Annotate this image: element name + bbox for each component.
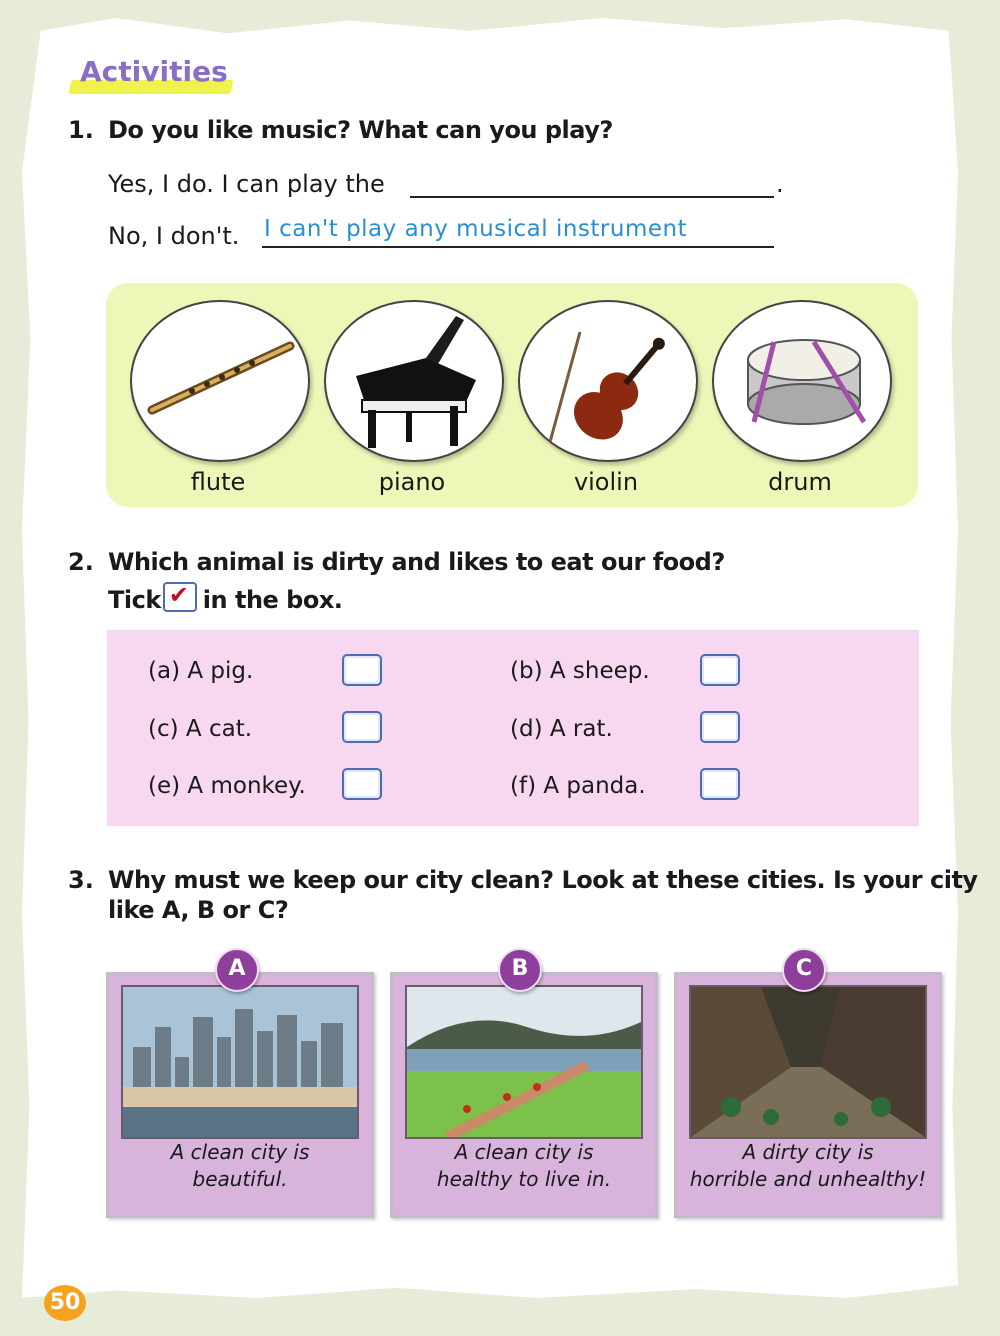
option-letter: (b) — [510, 658, 543, 684]
option-text: A cat. — [185, 716, 253, 742]
city-a-photo — [121, 985, 359, 1139]
violin-label: violin — [573, 468, 639, 496]
option-f — [510, 773, 646, 799]
piano-picture — [324, 300, 504, 462]
option-letter: (d) — [510, 716, 543, 742]
option-b — [510, 658, 650, 684]
drum-label: drum — [768, 468, 832, 496]
option-letter: (c) — [148, 716, 179, 742]
checkbox-cat[interactable] — [342, 711, 382, 743]
tick-example-box — [163, 582, 197, 612]
tick-mark-icon: ✔ — [168, 581, 189, 609]
checkbox-rat[interactable] — [700, 711, 740, 743]
q3-question-line2: like A, B or C? — [108, 896, 289, 924]
caption-line: A clean city is — [454, 1140, 594, 1164]
badge-a: A — [215, 948, 259, 992]
q1-yes-period: . — [776, 170, 784, 198]
q1-no-blank[interactable] — [262, 246, 774, 248]
option-letter: (f) — [510, 773, 537, 799]
option-a — [148, 658, 253, 684]
q2-question: Which animal is dirty and likes to eat our food? — [108, 548, 725, 576]
city-a-caption — [109, 1139, 371, 1193]
page-number: 50 — [44, 1285, 86, 1321]
badge-b: B — [498, 948, 542, 992]
q1-number: 1. — [68, 116, 94, 144]
skyline-icon — [123, 987, 357, 1137]
city-card-c — [674, 972, 942, 1218]
caption-line: A dirty city is — [742, 1140, 874, 1164]
city-c-photo — [689, 985, 927, 1139]
city-card-a — [106, 972, 374, 1218]
option-text: A sheep. — [549, 658, 650, 684]
caption-line: beautiful. — [192, 1167, 288, 1191]
option-text: A rat. — [549, 716, 613, 742]
checkbox-panda[interactable] — [700, 768, 740, 800]
piano-label: piano — [378, 468, 446, 496]
q1-handwritten-answer: I can't play any musical instrument — [264, 216, 688, 242]
option-text: A monkey. — [187, 773, 306, 799]
drum-picture — [712, 300, 892, 462]
drum-icon — [714, 302, 890, 460]
checkbox-monkey[interactable] — [342, 768, 382, 800]
city-b-photo — [405, 985, 643, 1139]
q1-yes-line: Yes, I do. I can play the — [108, 170, 385, 198]
city-card-b — [390, 972, 658, 1218]
q2-instruction — [108, 582, 342, 614]
city-c-caption — [677, 1139, 939, 1193]
flute-label: flute — [190, 468, 246, 496]
flute-picture — [130, 300, 310, 462]
violin-icon — [520, 302, 696, 460]
option-text: A pig. — [187, 658, 254, 684]
option-d — [510, 716, 613, 742]
q1-question: Do you like music? What can you play? — [108, 116, 613, 144]
caption-line: horrible and unhealthy! — [689, 1167, 927, 1191]
q2-number: 2. — [68, 548, 94, 576]
violin-picture — [518, 300, 698, 462]
q1-yes-blank[interactable] — [410, 196, 774, 198]
checkbox-pig[interactable] — [342, 654, 382, 686]
q1-no-line: No, I don't. — [108, 222, 240, 250]
dirty-street-icon — [691, 987, 925, 1137]
caption-line: A clean city is — [170, 1140, 310, 1164]
option-letter: (a) — [148, 658, 181, 684]
option-letter: (e) — [148, 773, 181, 799]
q3-question-line1: Why must we keep our city clean? Look at these cities. Is your city — [108, 866, 978, 894]
badge-c: C — [782, 948, 826, 992]
option-c — [148, 716, 252, 742]
caption-line: healthy to live in. — [436, 1167, 612, 1191]
q2-tick-suffix: in the box. — [202, 586, 343, 614]
piano-icon — [326, 302, 502, 460]
q2-tick-prefix: Tick — [108, 586, 161, 614]
city-b-caption — [393, 1139, 655, 1193]
section-heading: Activities — [80, 55, 228, 88]
checkbox-sheep[interactable] — [700, 654, 740, 686]
option-text: A panda. — [543, 773, 646, 799]
q3-number: 3. — [68, 866, 94, 894]
option-e — [148, 773, 306, 799]
flute-icon — [132, 302, 308, 460]
park-icon — [407, 987, 641, 1137]
